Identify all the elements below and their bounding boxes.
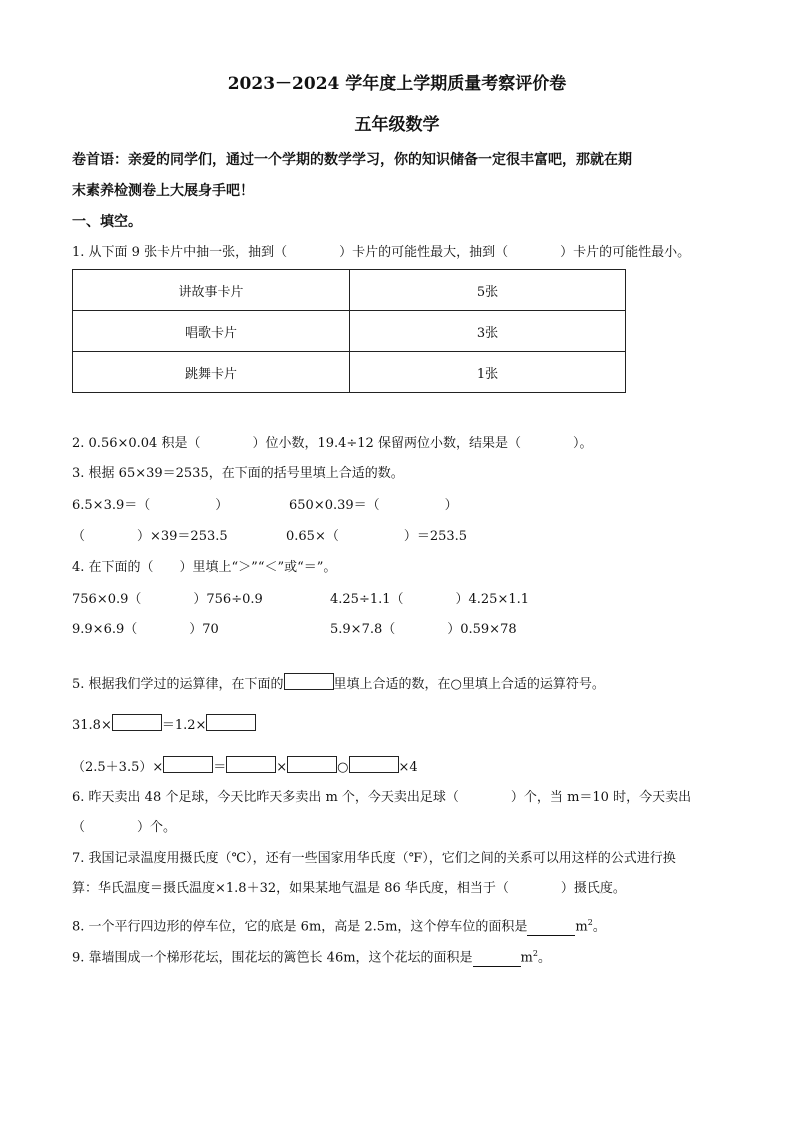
table-cell: 跳舞卡片 (73, 352, 350, 393)
question-5-text-b: 里填上合适的数，在○里填上合适的运算符号。 (333, 677, 605, 692)
question-7-line-1: 7. 我国记录温度用摄氏度（℃），还有一些国家用华氏度（℉），它们之间的关系可以用这样的公式进行换 (72, 851, 676, 866)
question-3d: 0.65×（ ）＝253.5 (286, 529, 468, 544)
answer-box[interactable] (112, 714, 162, 731)
question-4b: 4.25÷1.1（ ）4.25×1.1 (330, 592, 530, 607)
question-6-line-2: （ ）个。 (72, 820, 177, 835)
question-8 (72, 915, 606, 936)
table-cell: 5张 (350, 270, 626, 311)
question-4c: 9.9×6.9（ ）70 (72, 622, 219, 637)
question-4a: 756×0.9（ ）756÷0.9 (72, 592, 263, 607)
question-8-text: 8. 一个平行四边形的停车位，它的底是 6m，高是 2.5m，这个停车位的面积是 (72, 919, 528, 935)
question-9 (72, 946, 551, 967)
question-5 (72, 673, 605, 693)
question-3c: （ ）×39＝253.5 (72, 529, 228, 544)
question-2: 2. 0.56×0.04 积是（ ）位小数，19.4÷12 保留两位小数，结果是（ ）。 (72, 436, 593, 451)
intro-line-2: 末素养检测卷上大展身手吧！ (72, 183, 254, 199)
question-7-line-2: 算：华氏温度＝摄氏温度×1.8＋32，如果某地气温是 86 华氏度，相当于（ ）摄氏度。 (72, 881, 626, 896)
intro-label: 卷首语： (72, 152, 128, 168)
answer-blank[interactable] (473, 950, 521, 967)
table-row (73, 311, 626, 352)
question-3a: 6.5×3.9＝（ ） (72, 498, 229, 513)
question-6-line-1: 6. 昨天卖出 48 个足球，今天比昨天多卖出 m 个，今天卖出足球（ ）个，当 m＝10 时，今天卖出 (72, 790, 692, 805)
question-5-text-a: 5. 根据我们学过的运算律，在下面的 (72, 677, 284, 692)
answer-blank[interactable] (527, 919, 575, 936)
question-4d: 5.9×7.8（ ）0.59×78 (330, 622, 517, 637)
period: 。 (537, 950, 551, 966)
table-cell: 3张 (350, 311, 626, 352)
page-subtitle: 五年级数学 (354, 115, 440, 135)
expr-part: ＝ (213, 760, 227, 775)
question-5-row-1 (72, 714, 256, 734)
table-cell: 讲故事卡片 (73, 270, 350, 311)
expr-part: × (276, 760, 288, 775)
expr-part: ×4 (398, 760, 418, 775)
answer-box[interactable] (206, 714, 256, 731)
section-heading: 一、填空。 (72, 214, 142, 230)
unit: m (575, 919, 588, 935)
answer-box[interactable] (226, 756, 276, 773)
expr-part: 31.8× (72, 718, 112, 733)
table-row (73, 352, 626, 393)
table-cell: 1张 (350, 352, 626, 393)
card-table (72, 269, 626, 393)
question-5-row-2 (72, 756, 418, 776)
intro-text-1: 亲爱的同学们，通过一个学期的数学学习，你的知识储备一定很丰富吧，那就在期 (128, 152, 632, 168)
period: 。 (592, 919, 606, 935)
operator-circle[interactable]: ○ (337, 760, 349, 775)
answer-box[interactable] (163, 756, 213, 773)
answer-box[interactable] (287, 756, 337, 773)
answer-box[interactable] (284, 673, 334, 690)
expr-part: （2.5＋3.5）× (72, 760, 164, 775)
unit-exponent: 2 (532, 949, 538, 958)
unit: m (520, 950, 533, 966)
table-row (73, 270, 626, 311)
table-cell: 唱歌卡片 (73, 311, 350, 352)
answer-box[interactable] (349, 756, 399, 773)
question-3: 3. 根据 65×39＝2535，在下面的括号里填上合适的数。 (72, 466, 404, 481)
question-4: 4. 在下面的（ ）里填上“＞”“＜”或“＝”。 (72, 560, 337, 575)
question-1: 1. 从下面 9 张卡片中抽一张，抽到（ ）卡片的可能性最大，抽到（ ）卡片的可能性最小。 (72, 245, 691, 260)
expr-part: ＝1.2× (161, 718, 207, 733)
question-3b: 650×0.39＝（ ） (289, 498, 458, 513)
unit-exponent: 2 (587, 918, 593, 927)
intro-line-1 (72, 152, 632, 168)
question-9-text: 9. 靠墙围成一个梯形花坛，围花坛的篱笆长 46m，这个花坛的面积是 (72, 950, 473, 966)
page-title: 2023－2024 学年度上学期质量考察评价卷 (227, 74, 567, 94)
